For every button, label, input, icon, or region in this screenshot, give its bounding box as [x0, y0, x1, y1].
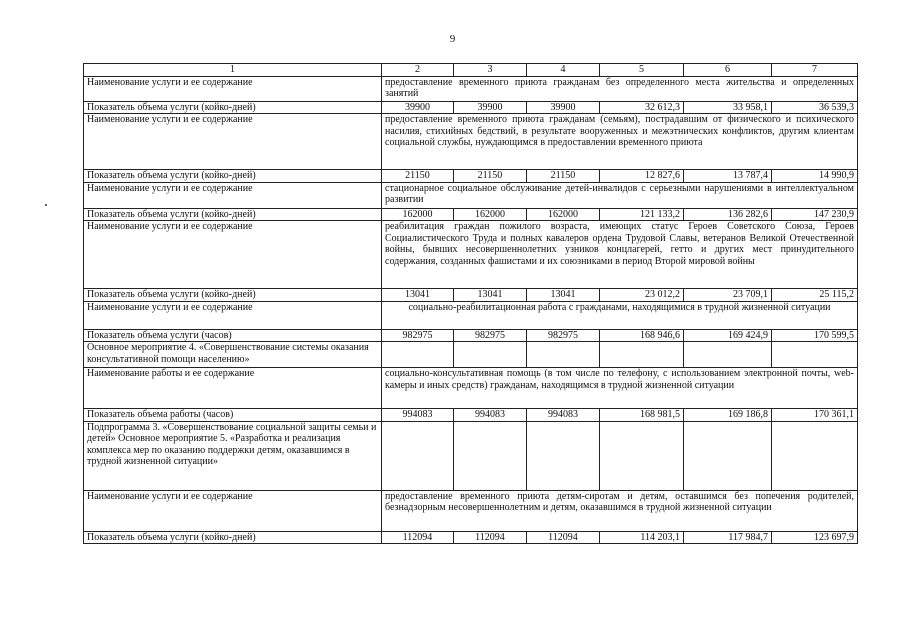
service-description: социально-реабилитационная работа с гражданами, находящимися в трудной жизненной ситуации [382, 301, 858, 329]
indicator-row [84, 409, 858, 422]
indicator-value: 14 990,9 [772, 170, 858, 183]
page-number: 9 [449, 33, 456, 45]
indicator-label: Показатель объема услуги (часов) [84, 329, 382, 342]
service-row [84, 114, 858, 170]
indicator-value: 21150 [454, 170, 527, 183]
indicator-value: 982975 [454, 329, 527, 342]
indicator-value: 36 539,3 [772, 101, 858, 114]
empty-cell [454, 342, 527, 368]
empty-cell [600, 421, 684, 490]
section-heading: Основное мероприятие 4. «Совершенствование системы оказания консультативной помощи населению» [84, 342, 382, 368]
indicator-value: 23 012,2 [600, 289, 684, 302]
indicator-value: 21150 [382, 170, 454, 183]
indicator-value: 114 203,1 [600, 531, 684, 544]
indicator-value: 117 984,7 [684, 531, 772, 544]
service-description: социально-консультативная помощь (в том числе по телефону, с использованием электронной почты, web-камеры и иных средств) гражданам, находящимся в трудной жизненной ситуации [382, 368, 858, 409]
column-number: 2 [382, 64, 454, 77]
indicator-value: 112094 [527, 531, 600, 544]
service-description: предоставление временного приюта гражданам (семьям), пострадавшим от физического и психического насилия, стихийных бедствий, в результате вооруженных и межэтнических конфликтов, другим клиентам социальной службы, нуждающимся в предоставлении временного приюта [382, 114, 858, 170]
indicator-value: 168 946,6 [600, 329, 684, 342]
indicator-row [84, 170, 858, 183]
indicator-value: 162000 [454, 208, 527, 221]
indicator-value: 12 827,6 [600, 170, 684, 183]
service-row [84, 368, 858, 409]
service-description: предоставление временного приюта гражданам без определенного места жительства и определенных занятий [382, 76, 858, 101]
service-row [84, 221, 858, 289]
indicator-label: Показатель объема услуги (койко-дней) [84, 289, 382, 302]
indicator-value: 169 186,8 [684, 409, 772, 422]
indicator-value: 39900 [382, 101, 454, 114]
empty-cell [684, 342, 772, 368]
indicator-value: 21150 [527, 170, 600, 183]
indicator-value: 136 282,6 [684, 208, 772, 221]
indicator-value: 168 981,5 [600, 409, 684, 422]
indicator-label: Показатель объема услуги (койко-дней) [84, 208, 382, 221]
empty-cell [527, 342, 600, 368]
service-label: Наименование услуги и ее содержание [84, 182, 382, 208]
indicator-row [84, 329, 858, 342]
stray-dot [45, 204, 47, 206]
indicator-value: 982975 [382, 329, 454, 342]
indicator-value: 32 612,3 [600, 101, 684, 114]
empty-cell [772, 342, 858, 368]
indicator-value: 994083 [454, 409, 527, 422]
indicator-row [84, 289, 858, 302]
program-indicators-table [83, 63, 858, 544]
column-number-row [84, 64, 858, 77]
indicator-label: Показатель объема работы (часов) [84, 409, 382, 422]
indicator-value: 982975 [527, 329, 600, 342]
empty-cell [684, 421, 772, 490]
indicator-value: 25 115,2 [772, 289, 858, 302]
service-label: Наименование услуги и ее содержание [84, 114, 382, 170]
indicator-value: 112094 [382, 531, 454, 544]
service-row [84, 182, 858, 208]
indicator-value: 162000 [382, 208, 454, 221]
indicator-value: 170 361,1 [772, 409, 858, 422]
indicator-value: 169 424,9 [684, 329, 772, 342]
empty-cell [527, 421, 600, 490]
column-number: 4 [527, 64, 600, 77]
service-label: Наименование услуги и ее содержание [84, 76, 382, 101]
service-description: стационарное социальное обслуживание детей-инвалидов с серьезными нарушениями в интеллектуальном развитии [382, 182, 858, 208]
service-label: Наименование работы и ее содержание [84, 368, 382, 409]
empty-cell [454, 421, 527, 490]
column-number: 7 [772, 64, 858, 77]
empty-cell [382, 421, 454, 490]
column-number: 3 [454, 64, 527, 77]
service-label: Наименование услуги и ее содержание [84, 221, 382, 289]
indicator-row [84, 101, 858, 114]
section-heading: Подпрограмма 3. «Совершенствование социальной защиты семьи и детей» Основное мероприятие 5. «Разработка и реализация комплекса мер по оказанию поддержки детям, оказавшимся в трудной жизненной ситуации» [84, 421, 382, 490]
indicator-value: 13041 [527, 289, 600, 302]
indicator-value: 112094 [454, 531, 527, 544]
indicator-value: 13041 [454, 289, 527, 302]
column-number: 6 [684, 64, 772, 77]
indicator-value: 123 697,9 [772, 531, 858, 544]
service-description: реабилитация граждан пожилого возраста, имеющих статус Героев Советского Союза, Героев Социалистического Труда и полных кавалеров ордена Трудовой Славы, ветеранов Великой Отечественной войны, бывших несовершеннолетних узников концлагерей, гетто и других мест принудительного содержания, созданных фашистами и их союзниками в период Второй мировой войны [382, 221, 858, 289]
indicator-value: 23 709,1 [684, 289, 772, 302]
indicator-value: 13041 [382, 289, 454, 302]
service-label: Наименование услуги и ее содержание [84, 490, 382, 531]
indicator-value: 39900 [454, 101, 527, 114]
indicator-value: 121 133,2 [600, 208, 684, 221]
indicator-value: 33 958,1 [684, 101, 772, 114]
service-description: предоставление временного приюта детям-сиротам и детям, оставшимся без попечения родителей, безнадзорным несовершеннолетним и детям, оказавшимся в трудной жизненной ситуации [382, 490, 858, 531]
service-row [84, 301, 858, 329]
section-heading-row [84, 421, 858, 490]
indicator-value: 147 230,9 [772, 208, 858, 221]
column-number: 1 [84, 64, 382, 77]
empty-cell [382, 342, 454, 368]
indicator-label: Показатель объема услуги (койко-дней) [84, 170, 382, 183]
empty-cell [772, 421, 858, 490]
indicator-label: Показатель объема услуги (койко-дней) [84, 531, 382, 544]
column-number: 5 [600, 64, 684, 77]
indicator-value: 994083 [527, 409, 600, 422]
service-label: Наименование услуги и ее содержание [84, 301, 382, 329]
indicator-label: Показатель объема услуги (койко-дней) [84, 101, 382, 114]
indicator-row [84, 208, 858, 221]
section-heading-row [84, 342, 858, 368]
indicator-value: 170 599,5 [772, 329, 858, 342]
service-row [84, 490, 858, 531]
indicator-value: 162000 [527, 208, 600, 221]
indicator-value: 994083 [382, 409, 454, 422]
indicator-row [84, 531, 858, 544]
indicator-value: 13 787,4 [684, 170, 772, 183]
empty-cell [600, 342, 684, 368]
indicator-value: 39900 [527, 101, 600, 114]
service-row [84, 76, 858, 101]
